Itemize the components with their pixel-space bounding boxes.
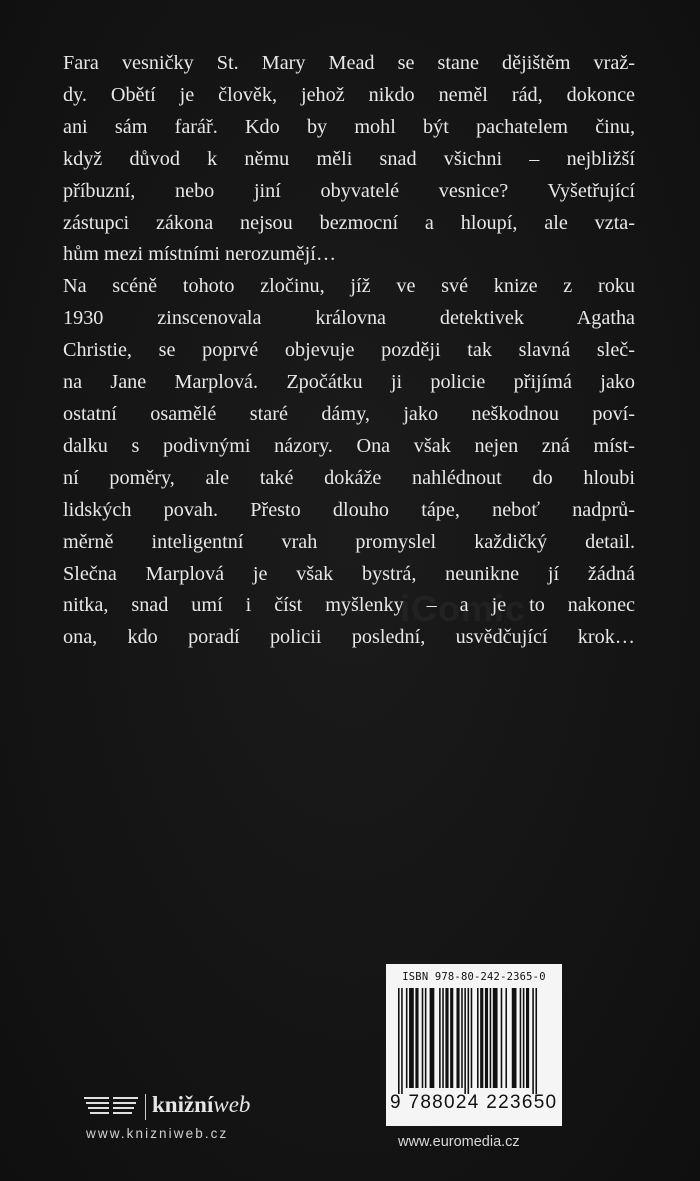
barcode-bar: [415, 988, 418, 1088]
barcode-bar: [480, 988, 483, 1088]
blurb-line: ostatní osamělé staré dámy, jako neškodnou poví-: [63, 402, 635, 425]
blurb-line: 1930 zinscenovala královna detektivek Agatha: [63, 307, 635, 330]
barcode-bar: [485, 988, 488, 1088]
barcode-bar: [456, 988, 459, 1088]
logo-name-bold: knižní: [152, 1092, 214, 1117]
barcode-bar: [512, 988, 517, 1088]
blurb-line: měrně inteligentní vrah promyslel každičký detail.: [63, 530, 635, 553]
barcode-bar: [425, 988, 427, 1088]
watermark: [400, 588, 526, 630]
barcode-bar: [439, 988, 441, 1088]
barcode-bar: [464, 988, 466, 1094]
logo-url: www.knizniweb.cz: [86, 1126, 229, 1141]
isbn-label: ISBN 978-80-242-2365-0: [402, 971, 546, 983]
barcode-bar: [501, 988, 503, 1088]
blurb-line: nitka, snad umí i číst myšlenky – a je to nakonec: [63, 594, 635, 617]
barcode-bar: [450, 988, 453, 1088]
barcode-bar: [409, 988, 414, 1088]
barcode-bar: [468, 988, 470, 1094]
blurb-text: [63, 48, 635, 654]
barcode-bar: [526, 988, 529, 1088]
barcode-bar: [535, 988, 537, 1094]
barcode-bar: [442, 988, 444, 1088]
barcode-bar: [398, 988, 400, 1094]
barcode-bar: [477, 988, 479, 1088]
publisher-logo-icon: [82, 1090, 140, 1125]
barcode-bar: [406, 988, 408, 1088]
barcode-panel: [386, 964, 562, 1126]
barcode-bar: [445, 988, 448, 1088]
barcode-bar: [490, 988, 492, 1088]
blurb-line: Slečna Marplová je však bystrá, neunikne jí žádná: [63, 562, 635, 585]
publisher-url: www.euromedia.cz: [398, 1134, 520, 1150]
blurb-line: když důvod k němu měli snad všichni – nejbližší: [63, 147, 635, 170]
barcode-bar: [505, 988, 507, 1088]
barcode-bar: [471, 988, 473, 1088]
blurb-line: dalku s podivnými názory. Ona však nejen zná míst-: [63, 434, 635, 457]
logo-name-italic: web: [213, 1092, 251, 1117]
logo-divider: [145, 1094, 146, 1120]
blurb-line: Na scéně tohoto zločinu, jíž ve své knize z roku: [63, 275, 635, 298]
blurb-line: na Jane Marplová. Zpočátku ji policie přijímá jako: [63, 371, 635, 394]
blurb-line: hům mezi místními nerozumějí…: [63, 243, 337, 266]
barcode-bar: [523, 988, 525, 1088]
barcode-bars: [398, 988, 550, 1094]
blurb-line: Christie, se poprvé objevuje později tak slavná sleč-: [63, 339, 635, 362]
barcode-bar: [461, 988, 463, 1088]
blurb-line: ani sám farář. Kdo by mohl být pachatelem činu,: [63, 115, 635, 138]
barcode-bar: [532, 988, 534, 1094]
barcode-bar: [493, 988, 498, 1088]
blurb-line: ní poměry, ale také dokáže nahlédnout do hloubi: [63, 466, 635, 489]
blurb-line: lidských povah. Přesto dlouho tápe, neboť nadprů-: [63, 498, 635, 521]
barcode-bar: [401, 988, 403, 1094]
blurb-line: ona, kdo poradí policii poslední, usvědčující krok…: [63, 626, 635, 649]
blurb-line: příbuzní, nebo jiní obyvatelé vesnice? Vyšetřující: [63, 179, 635, 202]
barcode-bar: [430, 988, 435, 1088]
publisher-logo-text: [152, 1092, 250, 1118]
barcode-bar: [422, 988, 424, 1088]
ean-digits: 9 788024 223650: [390, 1092, 558, 1113]
blurb-line: dy. Obětí je člověk, jehož nikdo neměl rád, dokonce: [63, 83, 635, 106]
blurb-line: zástupci zákona nejsou bezmocní a hloupí, ale vzta-: [63, 211, 635, 234]
barcode-bar: [520, 988, 522, 1088]
blurb-line: Fara vesničky St. Mary Mead se stane dějištěm vraž-: [63, 52, 635, 74]
